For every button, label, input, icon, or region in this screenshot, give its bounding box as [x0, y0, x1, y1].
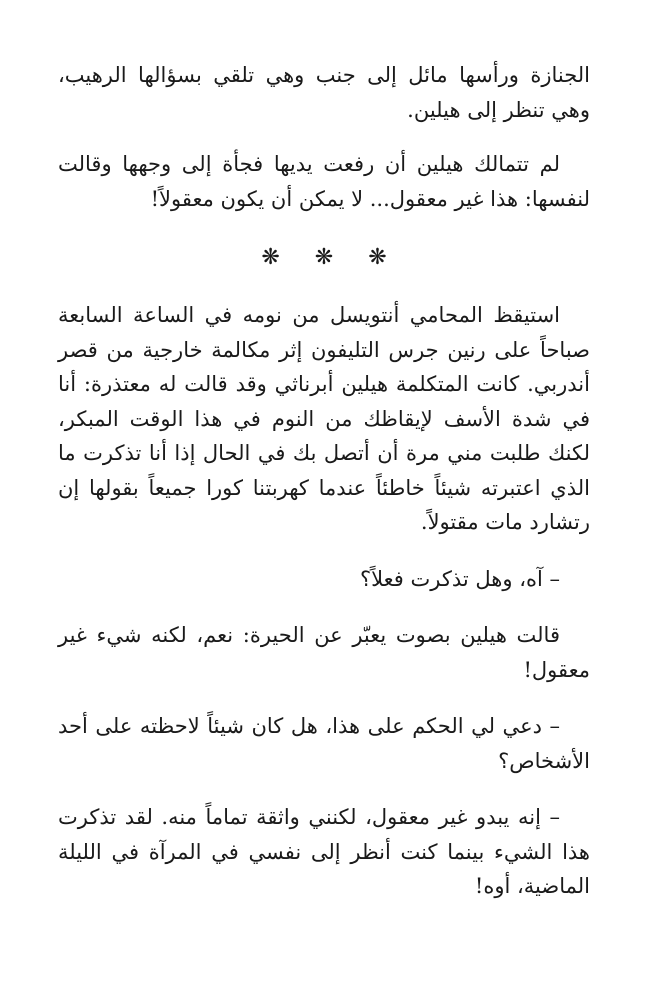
paragraph-helen-answer: قالت هيلين بصوت يعبّر عن الحيرة: نعم، لكنه شيء غير معقول!	[58, 623, 590, 682]
paragraph-helen-reaction: لم تتمالك هيلين أن رفعت يديها فجأة إلى وجهها وقالت لنفسها: هذا غير معقول... لا يمكن أن يكون معقولاً!	[58, 152, 590, 211]
dialogue-mirror-memory: – إنه يبدو غير معقول، لكنني واثقة تماماً منه. لقد تذكرت هذا الشيء بينما كنت أنظر إلى نفسي في المرآة في الليلة الماضية، أوه!	[58, 805, 590, 898]
paragraph-entwhistle-call: استيقظ المحامي أنتويسل من نومه في الساعة السابعة صباحاً على رنين جرس التليفون إثر مكالمة خارجية من قصر أندربي. كانت المتكلمة هيلين أبرناثي وقد قالت له معتذرة: أنا في شدة الأسف لإيقاظك من النوم في هذا الوقت المبكر، لكنك طلبت مني مرة أن أتصل بك في الحال إذا أنا تذكرت ما الذي اعتبرته شيئاً خاطئاً عندما كهربتنا كورا جميعاً بقولها إن رتشارد مات مقتولاً.	[58, 303, 590, 534]
separator-star-icon: ❋	[314, 245, 334, 270]
separator-star-icon: ❋	[368, 245, 387, 270]
book-page	[58, 58, 590, 904]
paragraph-funeral-question: الجنازة ورأسها مائل إلى جنب وهي تلقي بسؤالها الرهيب، وهي تنظر إلى هيلين.	[58, 63, 590, 122]
dialogue-let-me-judge: – دعي لي الحكم على هذا، هل كان شيئاً لاحظته على أحد الأشخاص؟	[58, 714, 590, 773]
separator-star-icon: ❋	[261, 245, 280, 270]
dialogue-did-you-remember: – آه، وهل تذكرت فعلاً؟	[359, 566, 560, 591]
section-separator	[58, 244, 590, 272]
